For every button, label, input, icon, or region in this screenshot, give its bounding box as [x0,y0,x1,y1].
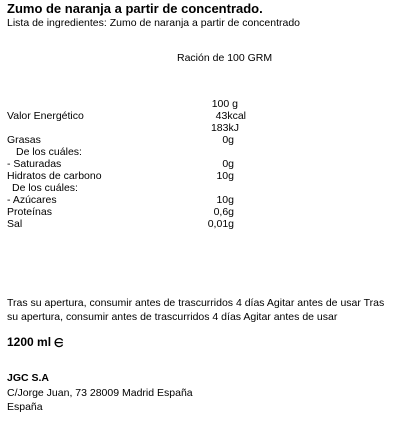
nutrition-value: 100 g [211,98,238,110]
manufacturer-country: España [7,401,43,413]
manufacturer-name: JGC S.A [7,372,50,384]
e-mark-icon [54,337,64,348]
nutrition-value: 0g [222,134,234,146]
net-volume [7,335,64,349]
nutrition-value: 10g [216,170,234,182]
nutrition-value: 0,01g [207,218,234,230]
storage-instructions: Tras su apertura, consumir antes de trascurridos 4 días Agitar antes de usar Tras su apertura, consumir antes de trascurridos 4 días Agitar antes de usar [7,297,385,323]
volume-text: 1200 ml [7,335,52,349]
manufacturer-address: C/Jorge Juan, 73 28009 Madrid España [7,387,193,399]
nutrition-label: Valor Energético [7,110,84,122]
nutrition-label: Sal [7,218,23,230]
nutrition-value: 183kJ [210,122,239,134]
nutrition-label: Grasas [7,134,41,146]
serving-header: Ración de 100 GRM [177,52,273,64]
nutrition-label: De los cuáles: [16,146,82,158]
nutrition-label: Proteínas [7,206,52,218]
nutrition-value: 43kcal [215,110,246,122]
nutrition-value: 0,6g [213,206,234,218]
product-title: Zumo de naranja a partir de concentrado. [7,1,263,16]
nutrition-label: - Saturadas [7,158,62,170]
nutrition-value: 0g [222,158,234,170]
nutrition-label: - Azúcares [7,194,57,206]
nutrition-label: Hidratos de carbono [7,170,102,182]
nutrition-label: De los cuáles: [12,182,78,194]
nutrition-value: 10g [216,194,234,206]
ingredients-list: Lista de ingredientes: Zumo de naranja a partir de concentrado [7,17,301,29]
